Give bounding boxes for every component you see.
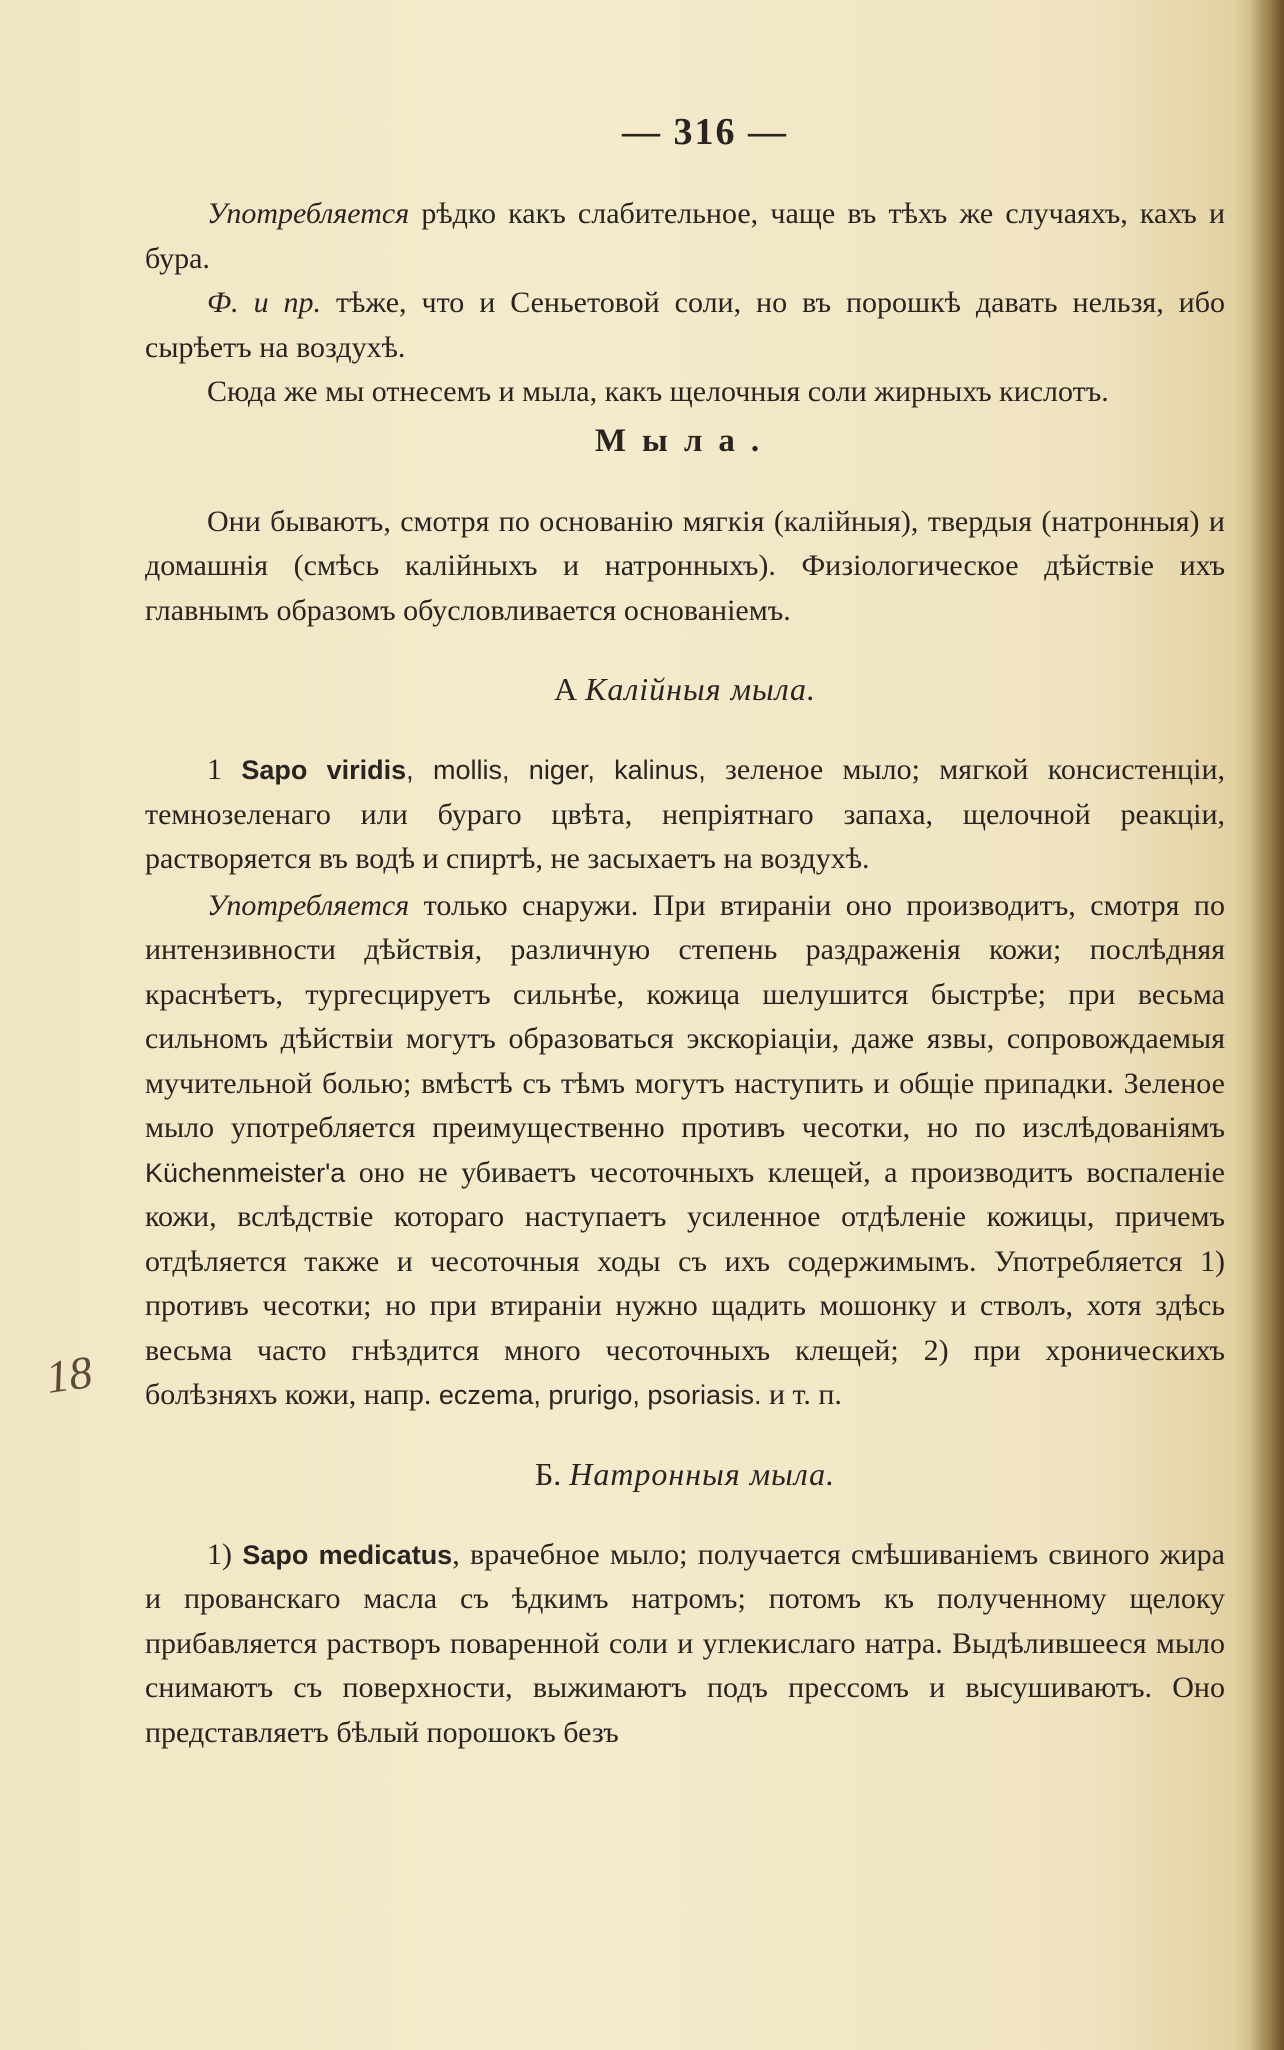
item-number: 1 <box>207 753 242 786</box>
paragraph-usage-laxative <box>145 192 1225 281</box>
section-heading-soaps: Мыла. <box>594 422 776 459</box>
paragraph-soaps-intro: Сюда же мы отнесемъ и мыла, какъ щелочныя соли жирныхъ кислотъ. <box>207 375 1109 408</box>
latin-name: Sapo medicatus <box>242 1539 453 1570</box>
paragraph-usage-external <box>145 884 1225 1418</box>
item-sapo-medicatus <box>145 1533 1225 1756</box>
author-name: Küchenmeister'a <box>145 1157 346 1188</box>
item-sapo-viridis <box>145 748 1225 882</box>
page-number: — 316 — <box>622 111 788 153</box>
section-title: Натронныя мыла. <box>569 1455 836 1492</box>
page-content <box>145 110 1225 1755</box>
paragraph-text: и т. п. <box>761 1378 842 1411</box>
latin-disease-terms: eczema, prurigo, psoriasis. <box>438 1380 762 1410</box>
emphasis-term: Употребляется <box>207 197 410 230</box>
item-description: зеленое мыло; мягкой консистенціи, темнозеленаго или бураго цвѣта, непріятнаго запаха, щелочной реакціи, растворяется въ водѣ и спиртѣ, не засыхаетъ на воздухѣ. <box>145 753 1226 875</box>
item-description: , врачебное мыло; получается смѣшиваніемъ свиного жира и прованскаго масла съ ѣдкимъ натромъ; потомъ къ полученному щелоку прибавляется растворъ поваренной соли и углекислаго натра. Выдѣлившееся мыло снимаютъ съ поверхности, выжимаютъ подъ прессомъ и высушиваютъ. Оно представляетъ бѣлый порошокъ безъ <box>145 1537 1225 1749</box>
section-heading-potassium-soaps <box>145 671 1225 708</box>
paragraph-soap-types: Они бываютъ, смотря по основанію мягкія (калійныя), твердыя (натронныя) и домашнія (смѣсь калійныхъ и натронныхъ). Физіологическое дѣйствіе ихъ главнымъ образомъ обусловливается основаніемъ. <box>145 504 1225 627</box>
emphasis-term: Употребляется <box>207 888 410 922</box>
section-title: Калійныя мыла. <box>585 671 817 707</box>
paragraph-forms <box>145 281 1225 370</box>
handwritten-margin-note: 18 <box>42 1346 96 1403</box>
section-letter: Б. <box>534 1455 570 1492</box>
section-heading-sodium-soaps <box>145 1456 1225 1493</box>
paragraph-text: рѣдко какъ слабительное, чаще въ тѣхъ же случаяхъ, кахъ и бура. <box>145 197 1225 275</box>
page-spine-shadow <box>1250 0 1284 2050</box>
item-number: 1) <box>207 1537 243 1571</box>
latin-name: Sapo viridis <box>241 755 407 785</box>
paragraph-text: только снаружи. При втираніи оно производитъ, смотря по интензивности дѣйствія, различную степень раздраженія кожи; послѣдняя краснѣетъ, тургесцируетъ сильнѣе, кожица шелушится быстрѣе; при весьма сильномъ дѣйствіи могутъ образоваться экскоріаціи, даже язвы, сопровождаемыя мучительной болью; вмѣстѣ съ тѣмъ могутъ наступить и общіе припадки. Зеленое мыло употребляется преимущественно противъ чесотки, но по изслѣдованіямъ <box>145 888 1225 1144</box>
section-letter: А <box>553 671 586 707</box>
emphasis-term: Ф. и пр. <box>207 286 322 319</box>
latin-synonyms: , mollis, niger, kalinus, <box>406 755 706 785</box>
paragraph-text: тѣже, что и Сеньетовой соли, но въ порошкѣ давать нельзя, ибо сырѣетъ на воздухѣ. <box>145 286 1225 364</box>
paragraph-text: оно не убиваетъ чесоточныхъ клещей, а производитъ воспаленіе кожи, вслѣдствіе котораго наступаетъ усиленное отдѣленіе кожицы, причемъ отдѣляется также и чесоточныя ходы съ ихъ содержимымъ. Употребляется 1) противъ чесотки; но при втираніи нужно щадить мошонку и стволъ, хотя здѣсь весьма часто гнѣздится много чесоточныхъ клещей; 2) при хроническихъ болѣзняхъ кожи, напр. <box>145 1155 1225 1411</box>
